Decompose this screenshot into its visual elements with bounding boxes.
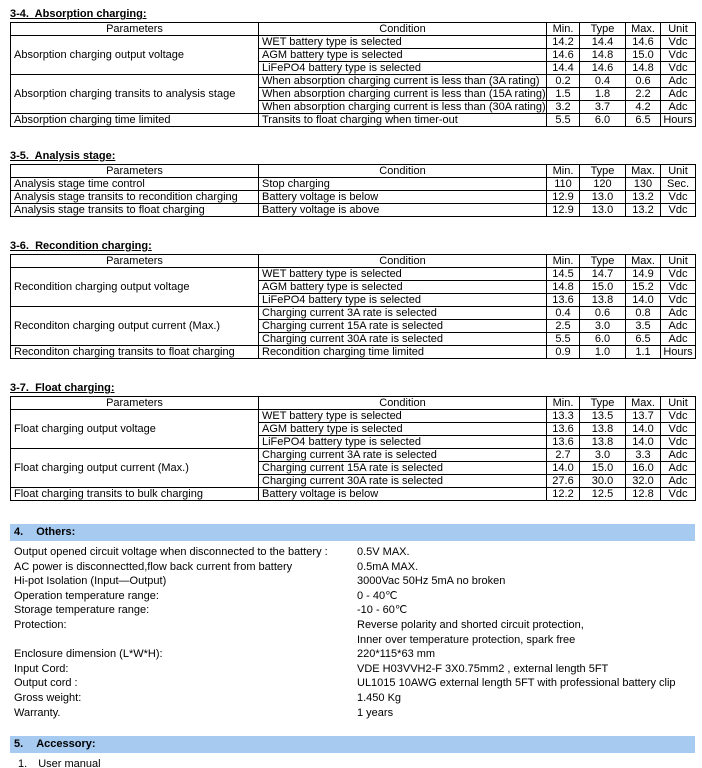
cell-max: 6.5: [626, 114, 661, 127]
section-others: [10, 524, 695, 720]
cell-max: 14.8: [626, 62, 661, 75]
cell-min: 1.5: [547, 88, 580, 101]
cell-min: 3.2: [547, 101, 580, 114]
cell-type: 15.0: [580, 281, 626, 294]
cell-max: 14.9: [626, 268, 661, 281]
spec-label: Warranty.: [14, 706, 61, 719]
list-item-label: User manual: [38, 758, 101, 768]
cell-condition: Charging current 3A rate is selected: [259, 307, 547, 320]
col-header-max: Max.: [626, 23, 661, 36]
cell-parameter: Absorption charging transits to analysis stage: [11, 75, 259, 114]
table-header-row: [11, 397, 696, 410]
cell-condition: Charging current 15A rate is selected: [259, 320, 547, 333]
cell-unit: Hours: [661, 114, 696, 127]
cell-parameter: Analysis stage transits to recondition charging: [11, 191, 259, 204]
cell-min: 2.7: [547, 449, 580, 462]
spec-row: [10, 706, 695, 721]
spacer: [10, 720, 695, 736]
cell-condition: Stop charging: [259, 178, 547, 191]
table-header-row: [11, 255, 696, 268]
spec-label: Operation temperature range:: [14, 589, 159, 602]
cell-max: 16.0: [626, 462, 661, 475]
spec-label: AC power is disconnectted,flow back current from battery: [14, 560, 293, 573]
cell-max: 2.2: [626, 88, 661, 101]
table-header-row: [11, 165, 696, 178]
spec-value: 0 - 40℃: [357, 589, 398, 602]
section-heading-analysis-stage: 3-5. Analysis stage:: [10, 150, 116, 162]
col-header-unit: Unit: [661, 165, 696, 178]
cell-parameter: Float charging transits to bulk charging: [11, 488, 259, 501]
section-heading-recondition-charging: 3-6. Recondition charging:: [10, 240, 152, 252]
cell-min: 0.4: [547, 307, 580, 320]
col-header-parameters: Parameters: [11, 165, 259, 178]
cell-type: 6.0: [580, 333, 626, 346]
section-header-accessory: [10, 736, 695, 753]
cell-condition: Transits to float charging when timer-out: [259, 114, 547, 127]
cell-condition: WET battery type is selected: [259, 36, 547, 49]
cell-min: 14.8: [547, 281, 580, 294]
cell-condition: When absorption charging current is less than (15A rating): [259, 88, 547, 101]
spec-label: Output cord :: [14, 677, 78, 690]
cell-max: 13.7: [626, 410, 661, 423]
cell-max: 14.0: [626, 436, 661, 449]
spec-row: [10, 691, 695, 706]
cell-parameter: Absorption charging time limited: [11, 114, 259, 127]
cell-unit: Vdc: [661, 268, 696, 281]
others-list: [10, 545, 695, 720]
col-header-unit: Unit: [661, 397, 696, 410]
cell-type: 0.4: [580, 75, 626, 88]
section-float-charging: [10, 382, 695, 501]
col-header-parameters: Parameters: [11, 23, 259, 36]
cell-type: 3.0: [580, 320, 626, 333]
cell-max: 3.5: [626, 320, 661, 333]
cell-condition: LiFePO4 battery type is selected: [259, 62, 547, 75]
cell-parameter: Float charging output voltage: [11, 410, 259, 449]
cell-parameter: Analysis stage time control: [11, 178, 259, 191]
section-header-others: [10, 524, 695, 541]
cell-min: 0.9: [547, 346, 580, 359]
col-header-condition: Condition: [259, 397, 547, 410]
cell-min: 14.5: [547, 268, 580, 281]
table-row: [11, 307, 696, 320]
cell-min: 13.6: [547, 436, 580, 449]
cell-max: 13.2: [626, 204, 661, 217]
col-header-min: Min.: [547, 255, 580, 268]
spec-value: -10 - 60℃: [357, 604, 408, 617]
table-absorption-charging: [10, 22, 696, 127]
section-heading-absorption-charging: 3-4. Absorption charging:: [10, 8, 147, 20]
col-header-condition: Condition: [259, 255, 547, 268]
cell-type: 14.6: [580, 62, 626, 75]
cell-unit: Vdc: [661, 488, 696, 501]
section-title: Others:: [36, 526, 76, 538]
cell-condition: LiFePO4 battery type is selected: [259, 294, 547, 307]
spec-value: 3000Vac 50Hz 5mA no broken: [357, 575, 506, 588]
cell-type: 13.8: [580, 294, 626, 307]
table-row: [11, 410, 696, 423]
cell-max: 0.6: [626, 75, 661, 88]
cell-min: 13.3: [547, 410, 580, 423]
cell-min: 5.5: [547, 333, 580, 346]
cell-condition: WET battery type is selected: [259, 268, 547, 281]
col-header-max: Max.: [626, 165, 661, 178]
cell-condition: Recondition charging time limited: [259, 346, 547, 359]
cell-parameter: Reconditon charging output current (Max.): [11, 307, 259, 346]
cell-min: 12.9: [547, 204, 580, 217]
table-analysis-stage: [10, 164, 696, 217]
cell-unit: Adc: [661, 475, 696, 488]
cell-min: 2.5: [547, 320, 580, 333]
spec-value: 1 years: [357, 706, 394, 719]
col-header-unit: Unit: [661, 255, 696, 268]
table-row: [11, 449, 696, 462]
cell-max: 14.6: [626, 36, 661, 49]
table-row: [11, 75, 696, 88]
section-recondition-charging: [10, 240, 695, 359]
col-header-type: Type: [580, 397, 626, 410]
cell-unit: Adc: [661, 101, 696, 114]
spec-row: [10, 574, 695, 589]
spec-label: Gross weight:: [14, 691, 82, 704]
spec-row: [10, 545, 695, 560]
cell-max: 15.2: [626, 281, 661, 294]
col-header-condition: Condition: [259, 165, 547, 178]
section-number: 4.: [14, 526, 24, 538]
cell-unit: Hours: [661, 346, 696, 359]
cell-type: 13.8: [580, 423, 626, 436]
cell-parameter: Analysis stage transits to float charging: [11, 204, 259, 217]
cell-type: 0.6: [580, 307, 626, 320]
cell-min: 12.2: [547, 488, 580, 501]
cell-parameter: Float charging output current (Max.): [11, 449, 259, 488]
spec-value: VDE H03VVH2-F 3X0.75mm2 , external length 5FT: [357, 662, 609, 675]
list-item-user-manual: [10, 757, 695, 768]
col-header-max: Max.: [626, 255, 661, 268]
cell-unit: Vdc: [661, 436, 696, 449]
cell-type: 15.0: [580, 462, 626, 475]
col-header-condition: Condition: [259, 23, 547, 36]
list-item-number: 1.: [18, 758, 28, 768]
cell-unit: Vdc: [661, 294, 696, 307]
cell-min: 13.6: [547, 423, 580, 436]
col-header-min: Min.: [547, 23, 580, 36]
spec-value: Reverse polarity and shorted circuit protection,: [357, 618, 584, 631]
col-header-min: Min.: [547, 397, 580, 410]
cell-parameter: Reconditon charging transits to float charging: [11, 346, 259, 359]
cell-condition: Charging current 30A rate is selected: [259, 333, 547, 346]
cell-type: 14.8: [580, 49, 626, 62]
spec-row: [10, 618, 695, 633]
table-row: [11, 114, 696, 127]
cell-unit: Vdc: [661, 423, 696, 436]
cell-unit: Vdc: [661, 191, 696, 204]
cell-max: 14.0: [626, 423, 661, 436]
spec-value: 1.450 Kg: [357, 691, 402, 704]
spec-row: [10, 647, 695, 662]
cell-min: 12.9: [547, 191, 580, 204]
spec-value: Inner over temperature protection, spark free: [357, 633, 576, 646]
cell-unit: Adc: [661, 449, 696, 462]
cell-max: 32.0: [626, 475, 661, 488]
table-row: [11, 204, 696, 217]
cell-unit: Vdc: [661, 204, 696, 217]
cell-max: 1.1: [626, 346, 661, 359]
spec-row: [10, 603, 695, 618]
cell-min: 13.6: [547, 294, 580, 307]
spec-value: UL1015 10AWG external length 5FT with professional battery clip: [357, 677, 676, 690]
cell-max: 130: [626, 178, 661, 191]
cell-condition: Charging current 15A rate is selected: [259, 462, 547, 475]
table-row: [11, 178, 696, 191]
table-row: [11, 191, 696, 204]
section-analysis-stage: [10, 150, 695, 217]
cell-unit: Adc: [661, 75, 696, 88]
col-header-unit: Unit: [661, 23, 696, 36]
section-number: 5.: [14, 738, 24, 751]
cell-unit: Sec.: [661, 178, 696, 191]
table-row: [11, 268, 696, 281]
cell-type: 6.0: [580, 114, 626, 127]
cell-max: 0.8: [626, 307, 661, 320]
cell-min: 14.2: [547, 36, 580, 49]
table-float-charging: [10, 396, 696, 501]
cell-condition: Battery voltage is above: [259, 204, 547, 217]
cell-max: 12.8: [626, 488, 661, 501]
cell-condition: AGM battery type is selected: [259, 281, 547, 294]
spec-label: Protection:: [14, 618, 67, 631]
spec-value: 0.5V MAX.: [357, 546, 410, 558]
cell-condition: LiFePO4 battery type is selected: [259, 436, 547, 449]
cell-type: 13.0: [580, 204, 626, 217]
cell-type: 30.0: [580, 475, 626, 488]
cell-type: 3.7: [580, 101, 626, 114]
cell-parameter: Recondition charging output voltage: [11, 268, 259, 307]
cell-unit: Vdc: [661, 62, 696, 75]
cell-unit: Vdc: [661, 36, 696, 49]
spec-label: Output opened circuit voltage when disconnected to the battery :: [14, 546, 328, 558]
spec-row: [10, 662, 695, 677]
cell-min: 14.6: [547, 49, 580, 62]
section-title: Accessory:: [36, 738, 96, 751]
cell-unit: Adc: [661, 307, 696, 320]
cell-max: 3.3: [626, 449, 661, 462]
cell-parameter: Absorption charging output voltage: [11, 36, 259, 75]
cell-unit: Adc: [661, 462, 696, 475]
cell-condition: AGM battery type is selected: [259, 423, 547, 436]
spec-label: Hi-pot Isolation (Input—Output): [14, 575, 167, 588]
cell-type: 1.8: [580, 88, 626, 101]
section-heading-float-charging: 3-7. Float charging:: [10, 382, 115, 394]
cell-unit: Vdc: [661, 410, 696, 423]
cell-unit: Vdc: [661, 281, 696, 294]
cell-type: 3.0: [580, 449, 626, 462]
cell-unit: Adc: [661, 88, 696, 101]
col-header-type: Type: [580, 165, 626, 178]
cell-unit: Vdc: [661, 49, 696, 62]
col-header-type: Type: [580, 23, 626, 36]
spec-row: [10, 560, 695, 575]
cell-condition: Battery voltage is below: [259, 488, 547, 501]
section-accessory: [10, 736, 695, 768]
col-header-max: Max.: [626, 397, 661, 410]
cell-max: 15.0: [626, 49, 661, 62]
cell-max: 13.2: [626, 191, 661, 204]
cell-condition: Charging current 3A rate is selected: [259, 449, 547, 462]
cell-type: 13.0: [580, 191, 626, 204]
cell-type: 14.7: [580, 268, 626, 281]
spec-label: Input Cord:: [14, 662, 69, 675]
cell-max: 4.2: [626, 101, 661, 114]
cell-max: 6.5: [626, 333, 661, 346]
cell-max: 14.0: [626, 294, 661, 307]
cell-condition: Charging current 30A rate is selected: [259, 475, 547, 488]
cell-type: 13.5: [580, 410, 626, 423]
cell-min: 0.2: [547, 75, 580, 88]
cell-unit: Adc: [661, 333, 696, 346]
spec-value: 220*115*63 mm: [357, 648, 436, 661]
cell-min: 14.4: [547, 62, 580, 75]
cell-min: 27.6: [547, 475, 580, 488]
col-header-parameters: Parameters: [11, 255, 259, 268]
table-recondition-charging: [10, 254, 696, 359]
spec-value: 0.5mA MAX.: [357, 560, 419, 573]
col-header-type: Type: [580, 255, 626, 268]
cell-min: 5.5: [547, 114, 580, 127]
cell-unit: Adc: [661, 320, 696, 333]
cell-condition: WET battery type is selected: [259, 410, 547, 423]
spec-row: [10, 633, 695, 648]
col-header-parameters: Parameters: [11, 397, 259, 410]
table-row: [11, 346, 696, 359]
cell-type: 1.0: [580, 346, 626, 359]
cell-condition: When absorption charging current is less than (30A rating): [259, 101, 547, 114]
col-header-min: Min.: [547, 165, 580, 178]
table-row: [11, 36, 696, 49]
cell-type: 13.8: [580, 436, 626, 449]
cell-type: 12.5: [580, 488, 626, 501]
cell-min: 14.0: [547, 462, 580, 475]
section-absorption-charging: [10, 8, 695, 127]
spec-label: Enclosure dimension (L*W*H):: [14, 648, 163, 661]
spec-row: [10, 676, 695, 691]
cell-min: 110: [547, 178, 580, 191]
table-header-row: [11, 23, 696, 36]
spec-row: [10, 589, 695, 604]
cell-condition: AGM battery type is selected: [259, 49, 547, 62]
cell-type: 120: [580, 178, 626, 191]
spec-label: [10, 633, 357, 648]
spec-label: Storage temperature range:: [14, 604, 150, 617]
cell-condition: When absorption charging current is less than (3A rating): [259, 75, 547, 88]
table-row: [11, 488, 696, 501]
cell-type: 14.4: [580, 36, 626, 49]
cell-condition: Battery voltage is below: [259, 191, 547, 204]
